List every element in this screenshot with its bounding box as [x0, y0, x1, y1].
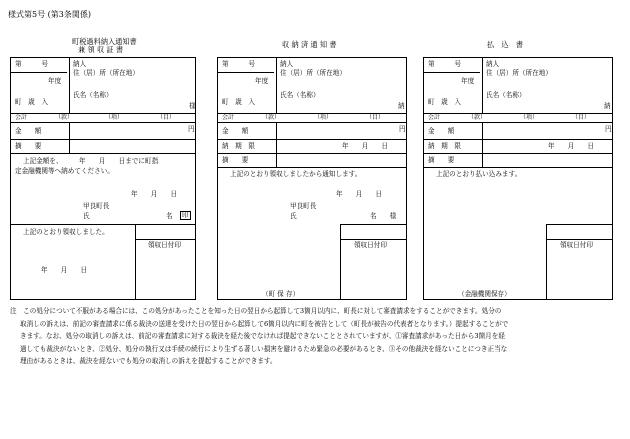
kan-label: （款） — [468, 114, 487, 121]
moku-label: （目） — [366, 114, 385, 121]
note-line: きます。なお、処分の取消しの訴えは、前記の審査請求に対する裁決を経た後でなければ提起できないこととされていますが、①審査請求があった日から3箇月を経 — [20, 332, 505, 341]
honorific: 様 — [189, 102, 196, 110]
account-label: 会計 — [222, 114, 235, 121]
summary-label: 摘 要 — [428, 156, 455, 164]
legal-note — [10, 305, 620, 368]
issue-date: 年 月 日 — [336, 190, 383, 198]
payer-label: 納人 — [486, 60, 500, 68]
amount-label: 金 額 — [15, 127, 42, 135]
storage-footer: （町 保 存） — [262, 290, 300, 298]
deadline-date: 年 月 日 — [342, 142, 389, 150]
yen-unit: 円 — [399, 125, 406, 133]
address-label: 住（居）所（所在地） — [486, 69, 552, 77]
received-date: 年 月 日 — [41, 266, 88, 274]
kan-label: （款） — [55, 114, 74, 121]
pay-instruction-2: 定金融機関等へ納めてください。 — [15, 167, 114, 175]
summary-label: 摘 要 — [15, 142, 42, 150]
kou-label: （項） — [314, 114, 333, 121]
address-label: 住（居）所（所在地） — [73, 69, 139, 77]
right-title: 払 込 書 — [487, 40, 523, 49]
kou-label: （項） — [105, 114, 124, 121]
yen-unit: 円 — [605, 125, 612, 133]
payer-label: 納人 — [73, 60, 87, 68]
note-line: 取消しの訴えは、前記の審査請求に係る裁決の送達を受けた日の翌日から起算して6箇月以内に町を被告として（町長が被告の代表者となります。）提起することがで — [20, 319, 509, 328]
account-label: 会計 — [428, 114, 441, 121]
receipt-stamp-label: 領収日付印 — [560, 241, 593, 249]
deadline-label: 納 期 限 — [428, 142, 461, 150]
pay-instruction: 上記金額を、 年 月 日までに町指 — [23, 157, 159, 165]
right-slip — [423, 57, 613, 300]
deadline-label: 納 期 限 — [222, 142, 255, 150]
town-receipt-label: 町 歳 入 — [222, 98, 255, 106]
seal-mark: 印 — [182, 211, 189, 219]
name-label: 氏名（名称） — [280, 91, 320, 99]
summary-label: 摘 要 — [222, 156, 249, 164]
note-line: 過しても裁決がないとき、②処分、処分の執行又は手続の続行により生ずる著しい損害を避けるため緊急の必要があるとき、③その他裁決を経ないことにつき正当な — [20, 344, 508, 353]
amount-label: 金 額 — [222, 127, 249, 135]
number-label: 第 号 — [15, 60, 48, 68]
payer-label: 納人 — [280, 60, 294, 68]
notice-text: 上記のとおり領収しましたから通知します。 — [230, 170, 362, 178]
year-label: 年度 — [48, 77, 62, 85]
receipt-stamp-label: 領収日付印 — [354, 241, 387, 249]
moku-label: （目） — [572, 114, 591, 121]
honorific: 納 — [604, 102, 611, 110]
number-label: 第 号 — [428, 60, 461, 68]
middle-title: 収 納 済 通 知 書 — [282, 40, 337, 49]
town-receipt-label: 町 歳 入 — [15, 98, 48, 106]
note-line: 注 この処分について不服がある場合には、この処分があったことを知った日の翌日から起算して3箇月以内に、町長に対して審査請求をすることができます。処分の — [10, 307, 502, 315]
moku-label: （目） — [157, 114, 176, 121]
account-label: 会計 — [15, 114, 28, 121]
mayor-label: 甲良町長 — [83, 202, 110, 210]
clan-label: 氏 — [290, 212, 297, 220]
town-receipt-label: 町 歳 入 — [428, 98, 461, 106]
middle-slip — [217, 57, 407, 300]
year-label: 年度 — [461, 77, 475, 85]
form-number: 様式第5号 (第3条関係) — [8, 10, 91, 19]
year-label: 年度 — [255, 77, 269, 85]
paid-text: 上記のとおり払い込みます。 — [436, 170, 522, 178]
issue-date: 年 月 日 — [131, 190, 178, 198]
left-slip — [10, 57, 196, 300]
name-label: 氏名（名称） — [486, 91, 526, 99]
received-text: 上記のとおり領収しました。 — [23, 228, 109, 236]
left-title: 町税過料納入通知書 — [72, 37, 137, 46]
deadline-date: 年 月 日 — [548, 142, 595, 150]
left-subtitle: 兼 領 収 証 書 — [78, 45, 124, 54]
clan-label: 氏 — [83, 212, 90, 220]
receipt-stamp-label: 領収日付印 — [148, 241, 181, 249]
name-honorific: 名 様 — [370, 212, 397, 220]
honorific: 納 — [398, 102, 405, 110]
name-seal-label: 名 — [166, 212, 173, 220]
amount-label: 金 額 — [428, 127, 455, 135]
kou-label: （項） — [520, 114, 539, 121]
yen-unit: 円 — [188, 125, 195, 133]
mayor-label: 甲良町長 — [290, 202, 317, 210]
storage-footer: （金融機関保存） — [458, 290, 511, 298]
note-line: 理由があるときは、裁決を経ないでも処分の取消しの訴えを提起することができます。 — [20, 357, 277, 366]
number-label: 第 号 — [222, 60, 255, 68]
address-label: 住（居）所（所在地） — [280, 69, 346, 77]
kan-label: （款） — [262, 114, 281, 121]
name-label: 氏名（名称） — [73, 91, 113, 99]
